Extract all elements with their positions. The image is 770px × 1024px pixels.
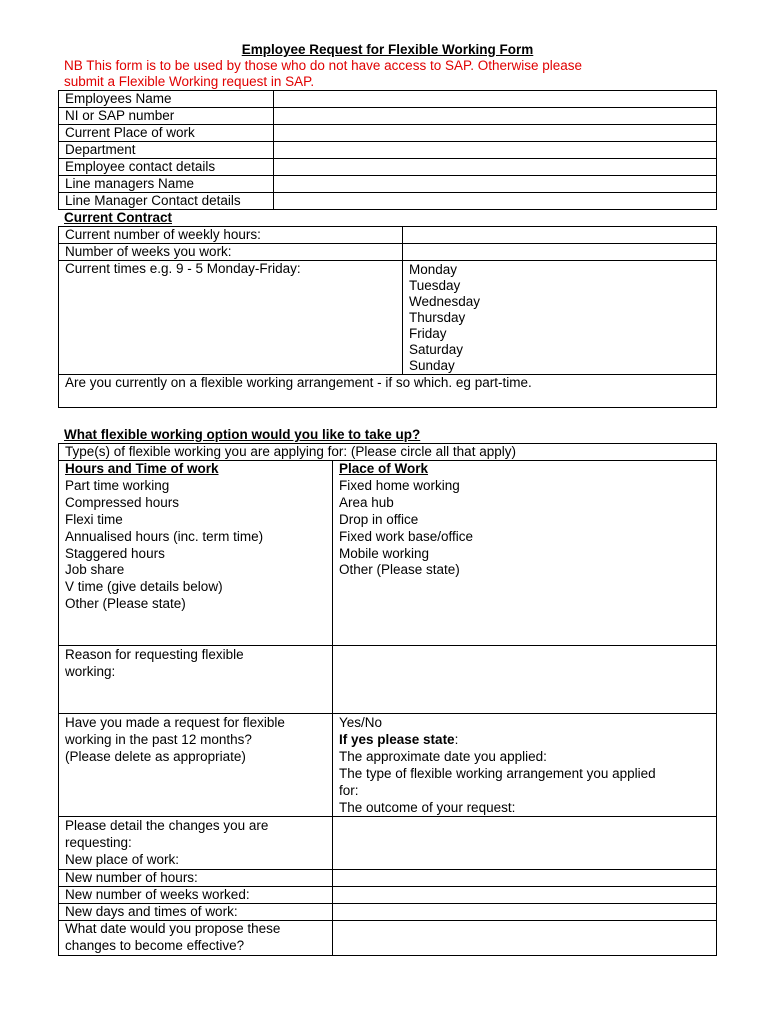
weekly-hours-field[interactable] bbox=[403, 227, 717, 244]
reason-label-line-2: working: bbox=[65, 663, 116, 679]
changes-field[interactable] bbox=[333, 817, 717, 870]
previous-request-q1: Have you made a request for flexible bbox=[65, 715, 285, 730]
employee-name-label: Employees Name bbox=[59, 91, 274, 108]
day-friday: Friday bbox=[409, 326, 447, 341]
current-times-label: Current times e.g. 9 - 5 Monday-Friday: bbox=[59, 261, 403, 375]
hours-options-cell[interactable] bbox=[59, 461, 333, 646]
previous-request-label-cell bbox=[59, 714, 333, 817]
current-contract-heading: Current Contract bbox=[64, 210, 173, 225]
option-job-share[interactable]: Job share bbox=[65, 562, 125, 578]
types-label: Type(s) of flexible working you are applying for: (Please circle all that apply) bbox=[59, 444, 717, 461]
weeks-worked-field[interactable] bbox=[403, 244, 717, 261]
current-contract-table bbox=[58, 226, 717, 408]
new-weeks-field[interactable] bbox=[333, 887, 717, 904]
day-tuesday: Tuesday bbox=[409, 278, 461, 293]
employee-details-table bbox=[58, 90, 717, 210]
option-flexi-time[interactable]: Flexi time bbox=[65, 511, 123, 527]
flexible-options-table bbox=[58, 443, 717, 956]
weekly-hours-label: Current number of weekly hours: bbox=[59, 227, 403, 244]
department-field[interactable] bbox=[274, 142, 717, 159]
current-times-days[interactable] bbox=[403, 261, 717, 375]
nb-note-line-1: NB This form is to be used by those who do not have access to SAP. Otherwise please bbox=[64, 58, 583, 73]
reason-field[interactable] bbox=[333, 646, 717, 714]
line-manager-name-field[interactable] bbox=[274, 176, 717, 193]
ni-sap-field[interactable] bbox=[274, 108, 717, 125]
if-yes-colon: : bbox=[454, 731, 459, 747]
option-drop-in-office[interactable]: Drop in office bbox=[339, 511, 419, 527]
previous-request-q3: (Please delete as appropriate) bbox=[65, 748, 246, 764]
new-hours-field[interactable] bbox=[333, 870, 717, 887]
effective-date-label-cell bbox=[59, 921, 333, 956]
day-wednesday: Wednesday bbox=[409, 294, 481, 309]
day-sunday: Sunday bbox=[409, 358, 455, 373]
new-weeks-label: New number of weeks worked: bbox=[59, 887, 333, 904]
changes-label-line-1: Please detail the changes you are bbox=[65, 818, 269, 834]
contact-details-field[interactable] bbox=[274, 159, 717, 176]
changes-label-cell bbox=[59, 817, 333, 870]
option-fixed-work-base[interactable]: Fixed work base/office bbox=[339, 528, 474, 544]
approx-date-label: The approximate date you applied: bbox=[339, 748, 547, 764]
hours-heading: Hours and Time of work bbox=[65, 461, 219, 476]
if-yes-label: If yes please state bbox=[339, 731, 455, 747]
option-hours-other[interactable]: Other (Please state) bbox=[65, 596, 186, 612]
ni-sap-label: NI or SAP number bbox=[59, 108, 274, 125]
department-label: Department bbox=[59, 142, 274, 159]
line-manager-contact-label: Line Manager Contact details bbox=[59, 193, 274, 210]
effective-date-field[interactable] bbox=[333, 921, 717, 956]
employee-name-field[interactable] bbox=[274, 91, 717, 108]
type-applied-label: The type of flexible working arrangement you applied bbox=[339, 765, 656, 781]
option-place-other[interactable]: Other (Please state) bbox=[339, 562, 460, 578]
new-place-label: New place of work: bbox=[65, 852, 180, 868]
place-heading: Place of Work bbox=[339, 461, 429, 476]
place-options-cell[interactable] bbox=[333, 461, 717, 646]
reason-label-cell bbox=[59, 646, 333, 714]
flexible-arrangement-question[interactable] bbox=[59, 375, 717, 408]
contact-details-label: Employee contact details bbox=[59, 159, 274, 176]
day-saturday: Saturday bbox=[409, 342, 464, 357]
weeks-worked-label: Number of weeks you work: bbox=[59, 244, 403, 261]
line-manager-contact-field[interactable] bbox=[274, 193, 717, 210]
option-mobile-working[interactable]: Mobile working bbox=[339, 545, 430, 561]
previous-request-field[interactable] bbox=[333, 714, 717, 817]
effective-date-line-2: changes to become effective? bbox=[65, 938, 245, 954]
new-hours-label: New number of hours: bbox=[59, 870, 333, 887]
option-annualised-hours[interactable]: Annualised hours (inc. term time) bbox=[65, 528, 264, 544]
new-days-field[interactable] bbox=[333, 904, 717, 921]
effective-date-line-1: What date would you propose these bbox=[65, 921, 281, 937]
type-applied-for-label: for: bbox=[339, 782, 359, 798]
day-monday: Monday bbox=[409, 262, 458, 277]
options-heading: What flexible working option would you like to take up? bbox=[64, 427, 421, 442]
option-staggered-hours[interactable]: Staggered hours bbox=[65, 545, 165, 561]
form-title: Employee Request for Flexible Working Form bbox=[241, 42, 534, 57]
previous-request-q2: working in the past 12 months? bbox=[65, 731, 252, 747]
yes-no-option[interactable]: Yes/No bbox=[339, 715, 383, 730]
place-of-work-field[interactable] bbox=[274, 125, 717, 142]
form-page bbox=[58, 42, 717, 956]
option-area-hub[interactable]: Area hub bbox=[339, 494, 394, 510]
line-manager-name-label: Line managers Name bbox=[59, 176, 274, 193]
option-fixed-home[interactable]: Fixed home working bbox=[339, 477, 460, 493]
day-thursday: Thursday bbox=[409, 310, 466, 325]
option-part-time[interactable]: Part time working bbox=[65, 477, 170, 493]
place-of-work-label: Current Place of work bbox=[59, 125, 274, 142]
nb-note-line-2: submit a Flexible Working request in SAP. bbox=[64, 74, 315, 89]
flexible-arrangement-label: Are you currently on a flexible working arrangement - if so which. eg part-time. bbox=[65, 375, 532, 390]
outcome-label: The outcome of your request: bbox=[339, 799, 516, 815]
option-compressed-hours[interactable]: Compressed hours bbox=[65, 494, 180, 510]
changes-label-line-2: requesting: bbox=[65, 835, 132, 851]
new-days-label: New days and times of work: bbox=[59, 904, 333, 921]
option-v-time[interactable]: V time (give details below) bbox=[65, 579, 223, 595]
reason-label-line-1: Reason for requesting flexible bbox=[65, 647, 244, 662]
